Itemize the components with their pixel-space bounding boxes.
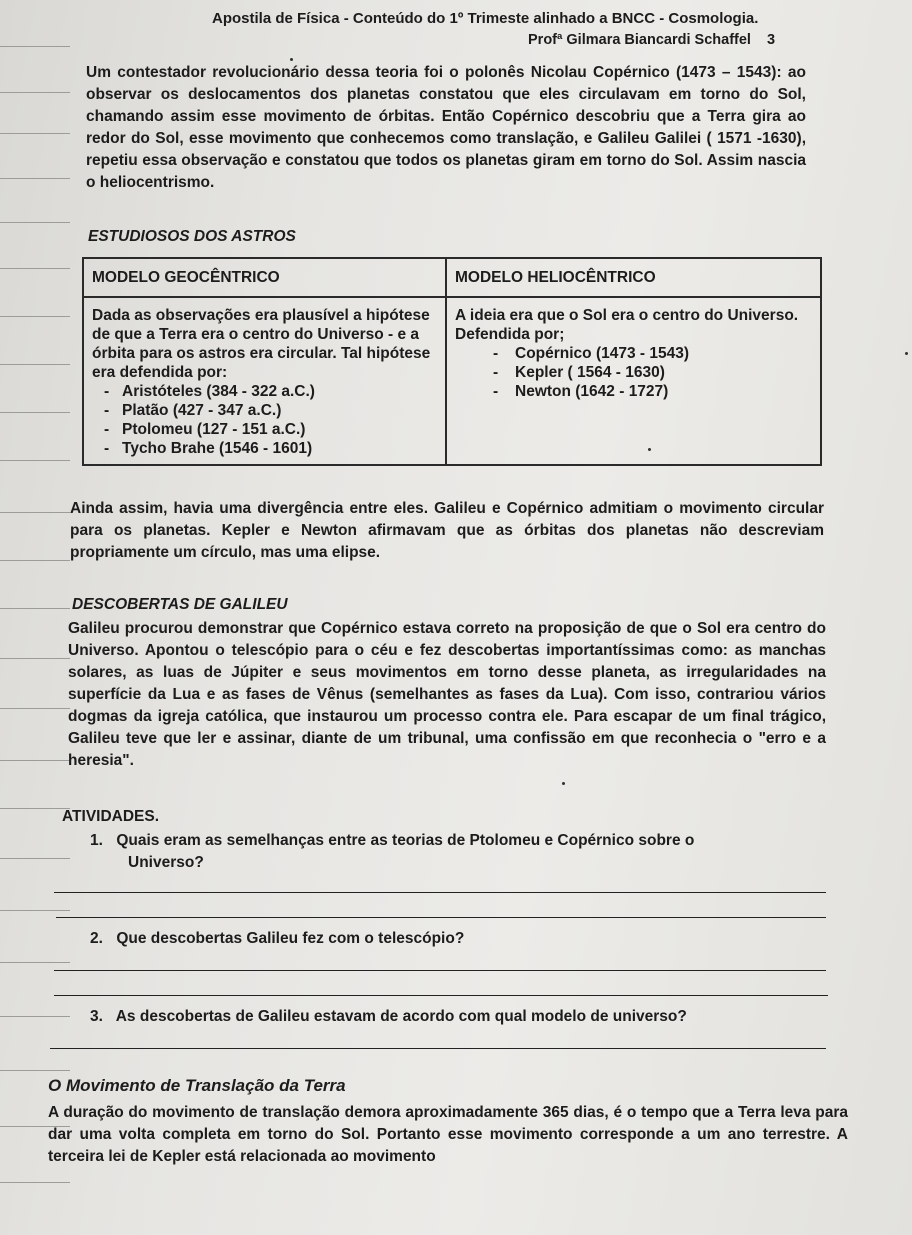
translacao-text: A duração do movimento de translação demora aproximadamente 365 dias, é o tempo que a Terra leva para dar uma volta completa em torno do Sol. Portanto esse movimento corresponde a um ano terrestre. A terceira lei de Kepler está relacionada ao movimento	[48, 1104, 848, 1165]
margin-rule	[0, 133, 70, 134]
margin-rule	[0, 1182, 70, 1183]
margin-rule	[0, 46, 70, 47]
heliocentric-list	[455, 344, 812, 401]
question-3	[90, 1006, 832, 1028]
margin-rule	[0, 808, 70, 809]
question-text-cont: Universo?	[128, 854, 204, 871]
models-table	[82, 257, 822, 466]
table-row	[83, 297, 821, 465]
galileu-paragraph	[68, 618, 826, 772]
speck	[648, 448, 651, 451]
margin-rule	[0, 92, 70, 93]
list-item: - Tycho Brahe (1546 - 1601)	[92, 439, 437, 458]
margin-rule	[0, 1070, 70, 1071]
list-item: - Newton (1642 - 1727)	[455, 382, 812, 401]
intro-text: Um contestador revolucionário dessa teoria foi o polonês Nicolau Copérnico (1473 – 1543): ao observar os deslocamentos dos planetas constatou que eles circulavam em torno do Sol, chamando assim esse movimento de órbitas. Então Copérnico descobriu que a Terra gira ao redor do Sol, esse movimento que conhecemos como translação, e Galileu Galilei ( 1571 -1630), repetiu essa observação e constatou que todos os planetas giram em torno do Sol. Assim nascia o heliocentrismo.	[86, 64, 806, 191]
margin-rule	[0, 1016, 70, 1017]
geocentric-list	[92, 382, 437, 458]
galileu-text: Galileu procurou demonstrar que Copérnico estava correto na proposição de que o Sol era centro do Universo. Apontou o telescópio para o céu e fez descobertas importantíssimas como: as manchas solares, as luas de Júpiter e seus movimentos em torno desse planeta, as irregularidades na superfície da Lua e as fases de Vênus (semelhantes as fases da Lua). Com isso, contrariou vários dogmas da igreja católica, que instaurou um processo contra ele. Para escapar de um final trágico, Galileu teve que ler e assinar, diante de um tribunal, uma confissão em que reconhecia o "erro e a heresia".	[68, 620, 826, 769]
margin-rule	[0, 268, 70, 269]
estudiosos-title: ESTUDIOSOS DOS ASTROS	[88, 228, 296, 245]
speck	[562, 782, 565, 785]
speck	[290, 58, 293, 61]
margin-rule	[0, 760, 70, 761]
galileu-title: DESCOBERTAS DE GALILEU	[72, 596, 288, 613]
margin-rule	[0, 658, 70, 659]
geocentric-cell	[83, 297, 446, 465]
teacher-name: Profª Gilmara Biancardi Schaffel	[528, 32, 751, 48]
table-header-row	[83, 258, 821, 297]
activities-title: ATIVIDADES.	[62, 808, 160, 825]
question-number: 2.	[90, 930, 103, 947]
speck	[905, 352, 908, 355]
margin-rule	[0, 858, 70, 859]
margin-rule	[0, 364, 70, 365]
heliocentric-text: A ideia era que o Sol era o centro do Universo. Defendida por;	[455, 307, 799, 343]
geocentric-text: Dada as observações era plausível a hipótese de que a Terra era o centro do Universo - e a órbita para os astros era circular. Tal hipótese era defendida por:	[92, 307, 431, 381]
translacao-paragraph	[48, 1102, 848, 1168]
answer-line[interactable]	[50, 1048, 826, 1049]
margin-rule	[0, 412, 70, 413]
answer-line[interactable]	[54, 970, 826, 971]
answer-line[interactable]	[54, 995, 828, 996]
margin-rule	[0, 460, 70, 461]
teacher-line	[528, 32, 775, 48]
question-text: Quais eram as semelhanças entre as teorias de Ptolomeu e Copérnico sobre o	[116, 832, 695, 849]
heliocentric-cell	[446, 297, 821, 465]
divergence-paragraph	[70, 498, 824, 564]
margin-rule	[0, 316, 70, 317]
margin-rule	[0, 178, 70, 179]
margin-rule	[0, 608, 70, 609]
intro-paragraph	[86, 62, 806, 194]
question-text: As descobertas de Galileu estavam de acordo com qual modelo de universo?	[115, 1008, 687, 1025]
list-item: - Platão (427 - 347 a.C.)	[92, 401, 437, 420]
question-1	[90, 830, 832, 874]
margin-rule	[0, 708, 70, 709]
question-2	[90, 928, 832, 950]
margin-rule	[0, 560, 70, 561]
question-number: 1.	[90, 832, 103, 849]
question-number: 3.	[90, 1008, 103, 1025]
list-item: - Copérnico (1473 - 1543)	[455, 344, 812, 363]
translacao-title: O Movimento de Translação da Terra	[48, 1076, 346, 1095]
divergence-text: Ainda assim, havia uma divergência entre eles. Galileu e Copérnico admitiam o movimento circular para os planetas. Kepler e Newton afirmavam que as órbitas dos planetas não descreviam propriamente um círculo, mas uma elipse.	[70, 500, 824, 561]
margin-rule	[0, 512, 70, 513]
list-item: - Ptolomeu (127 - 151 a.C.)	[92, 420, 437, 439]
document-title: Apostila de Física - Conteúdo do 1º Trimeste alinhado a BNCC - Cosmologia.	[212, 10, 759, 27]
list-item: - Aristóteles (384 - 322 a.C.)	[92, 382, 437, 401]
question-text: Que descobertas Galileu fez com o telescópio?	[116, 930, 465, 947]
page-number: 3	[766, 32, 776, 48]
answer-line[interactable]	[54, 892, 826, 893]
margin-rule	[0, 222, 70, 223]
activities-section	[62, 806, 832, 1049]
geocentric-header: MODELO GEOCÊNTRICO	[83, 258, 446, 297]
list-item: - Kepler ( 1564 - 1630)	[455, 363, 812, 382]
margin-rule	[0, 910, 70, 911]
heliocentric-header: MODELO HELIOCÊNTRICO	[446, 258, 821, 297]
margin-rule	[0, 962, 70, 963]
answer-line[interactable]	[56, 917, 826, 918]
